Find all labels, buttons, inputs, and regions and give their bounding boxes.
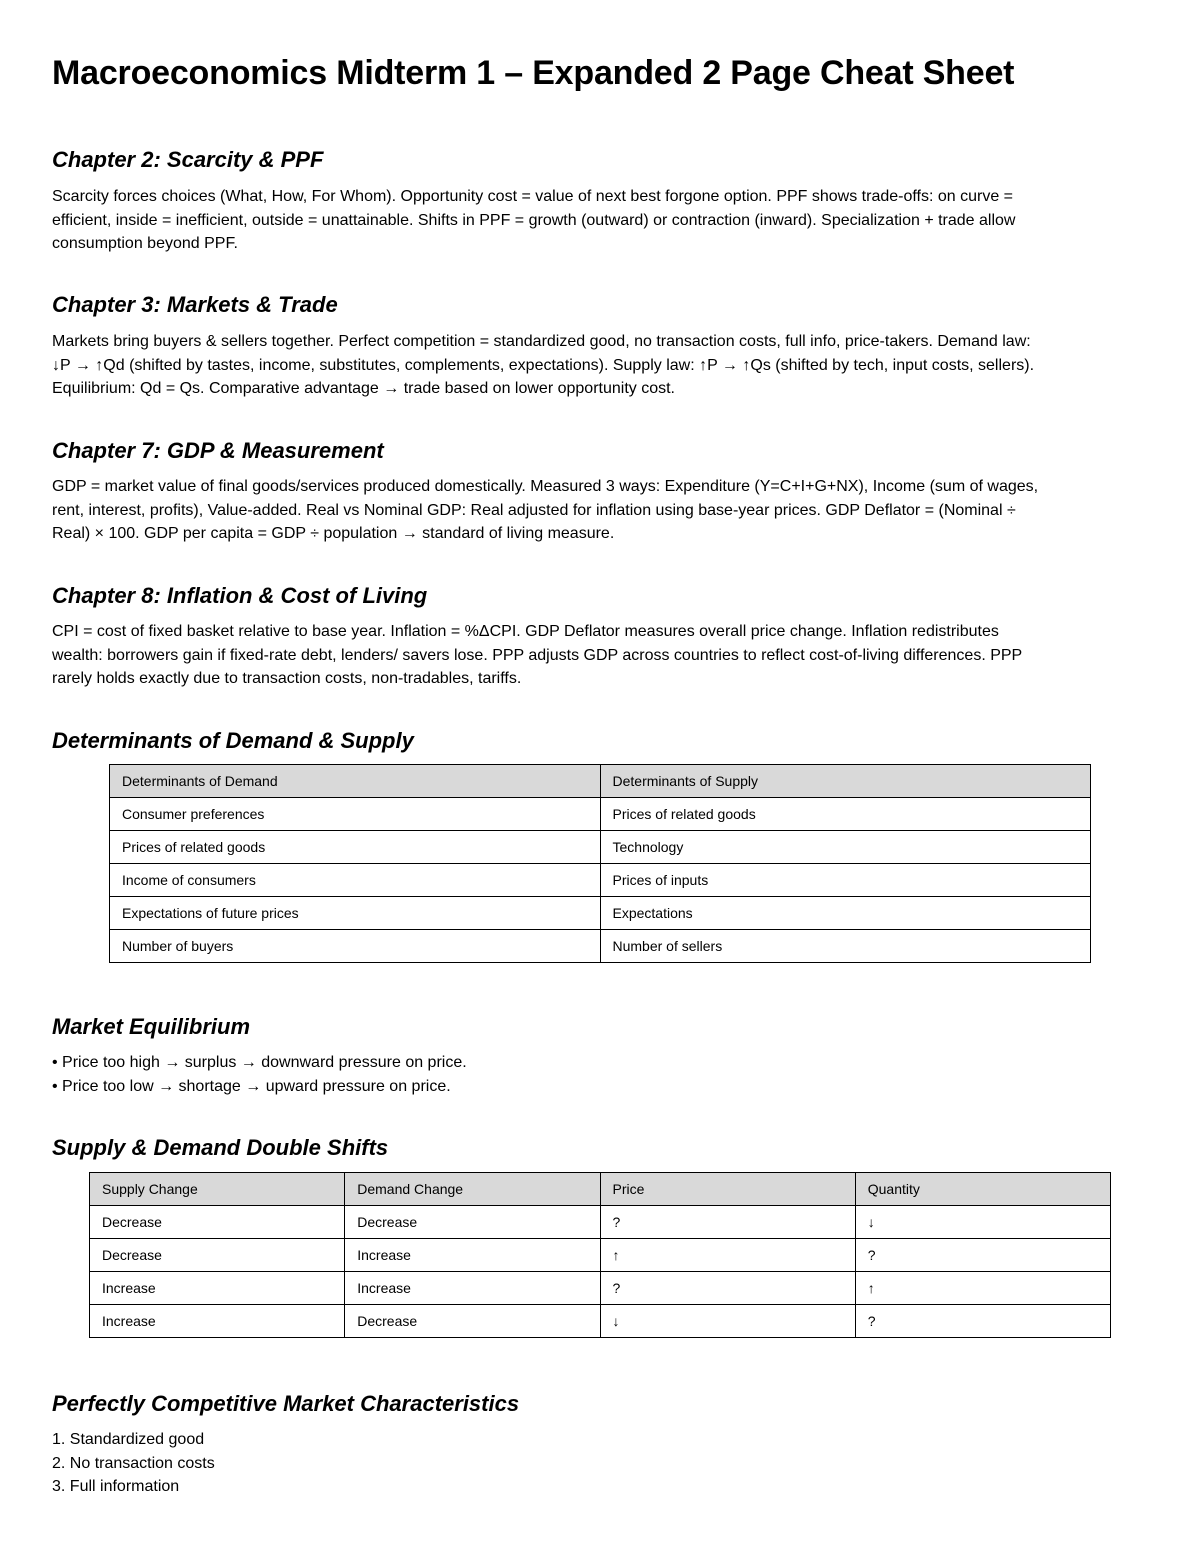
table-cell: Income of consumers (110, 864, 601, 897)
table-cell: ? (855, 1305, 1110, 1338)
chapter-8-text (52, 620, 1022, 691)
double-shifts-table (89, 1172, 1111, 1338)
column-header: Determinants of Supply (600, 765, 1091, 798)
table-cell: Technology (600, 831, 1091, 864)
text-line: GDP = market value of final goods/services produced domestically. Measured 3 ways: Expenditure (Y=C+I+G+NX), Income (sum of wages, (52, 478, 1039, 495)
text-line: CPI = cost of fixed basket relative to base year. Inflation = %ΔCPI. GDP Deflator measures overall price change. Inflation redistributes (52, 623, 999, 640)
text-line: rarely holds exactly due to transaction costs, non-tradables, tariffs. (52, 670, 522, 687)
table-cell: Decrease (90, 1239, 345, 1272)
table-cell: Increase (345, 1272, 600, 1305)
table-cell: Prices of related goods (110, 831, 601, 864)
table-cell: ↑ (855, 1272, 1110, 1305)
list-item: • Price too high → surplus → downward pressure on price. (52, 1054, 467, 1071)
table-cell: Expectations of future prices (110, 897, 601, 930)
chapter-2-heading: Chapter 2: Scarcity & PPF (52, 147, 324, 172)
chapter-8-heading: Chapter 8: Inflation & Cost of Living (52, 583, 428, 608)
table-cell: Decrease (90, 1206, 345, 1239)
text-line: Equilibrium: Qd = Qs. Comparative advantage → trade based on lower opportunity cost. (52, 380, 675, 397)
text-line: rent, interest, profits), Value-added. Real vs Nominal GDP: Real adjusted for inflation using base-year prices. GDP Deflator = (Nominal ÷ (52, 501, 1016, 519)
table-cell: Prices of related goods (600, 798, 1091, 831)
table-header-row (90, 1173, 1111, 1206)
list-item: 1. Standardized good (52, 1431, 205, 1448)
table-cell: ↑ (600, 1239, 855, 1272)
table-cell: Increase (345, 1239, 600, 1272)
table-cell: Consumer preferences (110, 798, 601, 831)
text-line: efficient, inside = inefficient, outside = unattainable. Shifts in PPF = growth (outward) or contraction (inward). Specialization + trade allow (52, 211, 1016, 229)
table-row (90, 1239, 1111, 1272)
table-cell: Increase (90, 1305, 345, 1338)
table-cell: Number of buyers (110, 930, 601, 963)
table-row (90, 1272, 1111, 1305)
table-cell: ? (855, 1239, 1110, 1272)
table-cell: Number of sellers (600, 930, 1091, 963)
chapter-7-text (52, 475, 1038, 546)
table-cell: ? (600, 1272, 855, 1305)
table-cell: ↓ (600, 1305, 855, 1338)
table-row (110, 831, 1091, 864)
market-equilibrium-heading: Market Equilibrium (52, 1014, 251, 1039)
list-item: 2. No transaction costs (52, 1454, 215, 1472)
text-line: wealth: borrowers gain if fixed-rate debt, lenders/ savers lose. PPP adjusts GDP across countries to reflect cost-of-living differences. PPP (52, 646, 1023, 664)
column-header: Determinants of Demand (110, 765, 601, 798)
table-cell: ? (600, 1206, 855, 1239)
text-line: Markets bring buyers & sellers together. Perfect competition = standardized good, no transaction costs, full info, price-takers. Demand law: (52, 333, 1031, 350)
table-row (110, 897, 1091, 930)
chapter-3-heading: Chapter 3: Markets & Trade (52, 292, 338, 317)
chapter-3-text (52, 330, 1034, 401)
text-line: consumption beyond PPF. (52, 235, 238, 252)
table-cell: Decrease (345, 1305, 600, 1338)
chapter-7-heading: Chapter 7: GDP & Measurement (52, 438, 384, 463)
table-cell: Prices of inputs (600, 864, 1091, 897)
text-line: ↓P → ↑Qd (shifted by tastes, income, substitutes, complements, expectations). Supply law: ↑P → ↑Qs (shifted by tech, input costs, sellers). (52, 356, 1035, 374)
table-header-row (110, 765, 1091, 798)
page-title: Macroeconomics Midterm 1 – Expanded 2 Page Cheat Sheet (52, 54, 1015, 92)
table-cell: ↓ (855, 1206, 1110, 1239)
table-row (110, 864, 1091, 897)
list-item: 3. Full information (52, 1478, 180, 1495)
determinants-table (109, 764, 1091, 963)
table-cell: Increase (90, 1272, 345, 1305)
column-header: Price (600, 1173, 855, 1206)
table-row (90, 1206, 1111, 1239)
list-item: • Price too low → shortage → upward pressure on price. (52, 1077, 451, 1095)
determinants-heading: Determinants of Demand & Supply (52, 728, 414, 753)
text-line: Scarcity forces choices (What, How, For Whom). Opportunity cost = value of next best forgone option. PPF shows trade-offs: on curve = (52, 188, 1014, 205)
column-header: Supply Change (90, 1173, 345, 1206)
table-cell: Decrease (345, 1206, 600, 1239)
perfect-competition-list (52, 1428, 215, 1499)
column-header: Demand Change (345, 1173, 600, 1206)
perfect-competition-heading: Perfectly Competitive Market Characteristics (52, 1391, 520, 1416)
text-line: Real) × 100. GDP per capita = GDP ÷ population → standard of living measure. (52, 525, 615, 542)
table-row (110, 930, 1091, 963)
table-row (110, 798, 1091, 831)
column-header: Quantity (855, 1173, 1110, 1206)
market-equilibrium-list (52, 1051, 467, 1098)
table-row (90, 1305, 1111, 1338)
chapter-2-text (52, 185, 1015, 256)
table-cell: Expectations (600, 897, 1091, 930)
double-shifts-heading: Supply & Demand Double Shifts (52, 1135, 389, 1160)
